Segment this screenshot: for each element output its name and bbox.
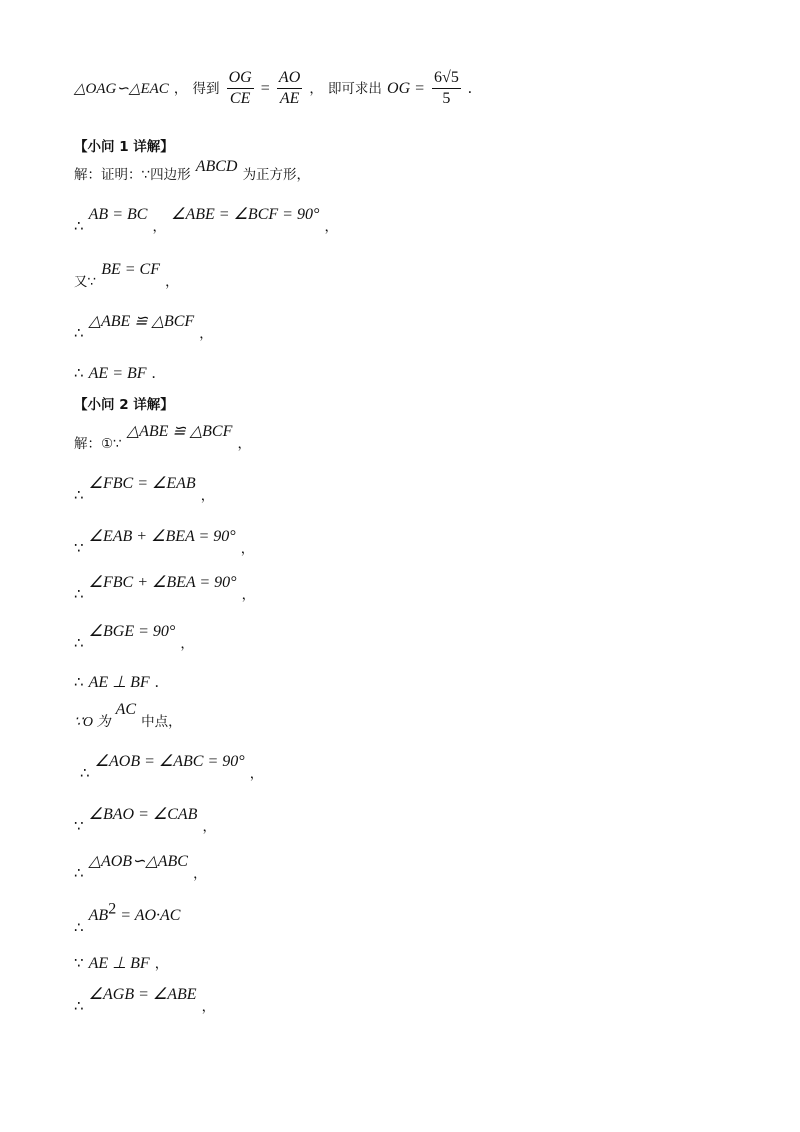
comma: ， bbox=[202, 819, 217, 835]
text-prefix: 解：①∵ bbox=[74, 436, 122, 452]
therefore-symbol: ∴ bbox=[74, 997, 84, 1015]
math-congruence: △ABE ≌ △BCF bbox=[126, 423, 233, 440]
comma: ， bbox=[165, 274, 179, 290]
math-similarity: △AOB∽△ABC bbox=[88, 853, 188, 870]
s2-line-10 bbox=[74, 853, 207, 883]
comma: ， bbox=[152, 219, 167, 235]
math-statement: AB = BC bbox=[88, 206, 148, 223]
therefore-symbol: ∴ bbox=[74, 324, 84, 342]
fraction-result bbox=[432, 68, 461, 109]
s2-line-3 bbox=[74, 528, 255, 558]
s2-line-2 bbox=[74, 475, 215, 505]
comma: ， bbox=[201, 999, 216, 1015]
s1-line-5 bbox=[74, 363, 156, 383]
math-statement: ∠AOB = ∠ABC = 90° bbox=[94, 753, 245, 770]
fraction-denominator: AE bbox=[279, 90, 300, 107]
s1-line-4 bbox=[74, 313, 213, 343]
s2-line-1 bbox=[74, 423, 251, 453]
comma: ， bbox=[241, 587, 256, 603]
fraction-numerator: 6√5 bbox=[432, 68, 461, 89]
s2-line-6 bbox=[74, 672, 159, 692]
fraction-numerator: OG bbox=[227, 68, 254, 89]
s2-line-13 bbox=[74, 986, 216, 1016]
math-statement: ∠AGB = ∠ABE bbox=[88, 986, 197, 1003]
section-heading-2: 【小问 2 详解】 bbox=[74, 397, 174, 413]
s1-line-3 bbox=[74, 261, 179, 291]
line-similarity-ratio bbox=[74, 66, 472, 110]
because-symbol: ∵ bbox=[74, 954, 84, 972]
s1-line-1 bbox=[74, 158, 311, 184]
s2-line-7 bbox=[74, 701, 182, 731]
text-suffix: 中点， bbox=[141, 714, 182, 730]
exponent: 2 bbox=[108, 901, 117, 918]
therefore-symbol: ∴ bbox=[74, 585, 84, 603]
math-ac: AC bbox=[115, 701, 137, 718]
text-prefix: 解：证明：∵四边形 bbox=[74, 167, 191, 183]
text-suffix: 为正方形， bbox=[242, 167, 311, 183]
period: . bbox=[154, 674, 159, 691]
comma: ， bbox=[173, 81, 188, 97]
comma: ， bbox=[199, 326, 213, 342]
math-statement: ∠BGE = 90° bbox=[88, 623, 176, 640]
math-statement: ∠BAO = ∠CAB bbox=[88, 806, 198, 823]
math-statement: BE = CF bbox=[101, 261, 160, 278]
s2-line-4 bbox=[74, 574, 256, 604]
comma: ， bbox=[200, 488, 215, 504]
fraction-og-ce bbox=[227, 68, 254, 109]
fraction-denominator: CE bbox=[229, 90, 251, 107]
comma: ， bbox=[309, 81, 323, 97]
math-ab: AB bbox=[88, 907, 109, 925]
therefore-symbol: ∴ bbox=[74, 634, 84, 652]
math-statement: ∠FBC = ∠EAB bbox=[88, 475, 196, 492]
fraction-denominator: 5 bbox=[442, 90, 451, 107]
math-statement: ∠FBC + ∠BEA = 90° bbox=[88, 574, 237, 591]
s2-line-5 bbox=[74, 623, 194, 653]
comma: ， bbox=[324, 219, 338, 235]
comma: ， bbox=[249, 766, 264, 782]
period: . bbox=[151, 365, 156, 382]
similarity-statement: △OAG∽△EAC bbox=[74, 81, 169, 97]
math-statement: ∠EAB + ∠BEA = 90° bbox=[88, 528, 236, 545]
therefore-symbol: ∴ bbox=[74, 217, 84, 235]
because-symbol: ∵ bbox=[74, 539, 84, 557]
text-solve: 即可求出 bbox=[327, 81, 382, 97]
comma: ， bbox=[193, 866, 207, 882]
fraction-numerator: AO bbox=[277, 68, 302, 89]
math-ao-ac: = AO·AC bbox=[116, 907, 181, 925]
period: . bbox=[467, 80, 472, 97]
comma: ， bbox=[154, 956, 169, 972]
math-statement: AE ⊥ BF bbox=[88, 674, 150, 691]
math-statement: ∠ABE = ∠BCF = 90° bbox=[171, 206, 320, 223]
therefore-symbol: ∴ bbox=[80, 764, 90, 782]
s2-line-8 bbox=[80, 753, 264, 783]
comma: ， bbox=[180, 636, 194, 652]
therefore-symbol: ∴ bbox=[74, 673, 84, 691]
math-abcd: ABCD bbox=[195, 158, 238, 175]
s2-line-11 bbox=[74, 901, 181, 937]
section-heading-1: 【小问 1 详解】 bbox=[74, 139, 174, 155]
therefore-symbol: ∴ bbox=[74, 486, 84, 504]
therefore-symbol: ∴ bbox=[74, 364, 84, 382]
fraction-ao-ae bbox=[277, 68, 302, 109]
therefore-symbol: ∴ bbox=[74, 918, 84, 937]
og-equals: OG = bbox=[387, 80, 425, 97]
because-symbol: 又∵ bbox=[74, 274, 97, 290]
math-statement bbox=[88, 901, 181, 925]
comma: ， bbox=[237, 436, 251, 452]
because-symbol: ∵ bbox=[74, 817, 84, 835]
s1-line-2 bbox=[74, 206, 338, 236]
text-get: 得到 bbox=[192, 81, 220, 97]
s2-line-9 bbox=[74, 806, 217, 836]
text-prefix: ∵O 为 bbox=[74, 715, 111, 730]
math-congruence: △ABE ≌ △BCF bbox=[88, 313, 195, 330]
therefore-symbol: ∴ bbox=[74, 864, 84, 882]
math-statement: AE ⊥ BF bbox=[88, 955, 150, 972]
s2-line-12 bbox=[74, 952, 168, 973]
comma: ， bbox=[240, 541, 255, 557]
equals-sign: = bbox=[260, 80, 270, 97]
math-statement: AE = BF bbox=[88, 365, 147, 382]
